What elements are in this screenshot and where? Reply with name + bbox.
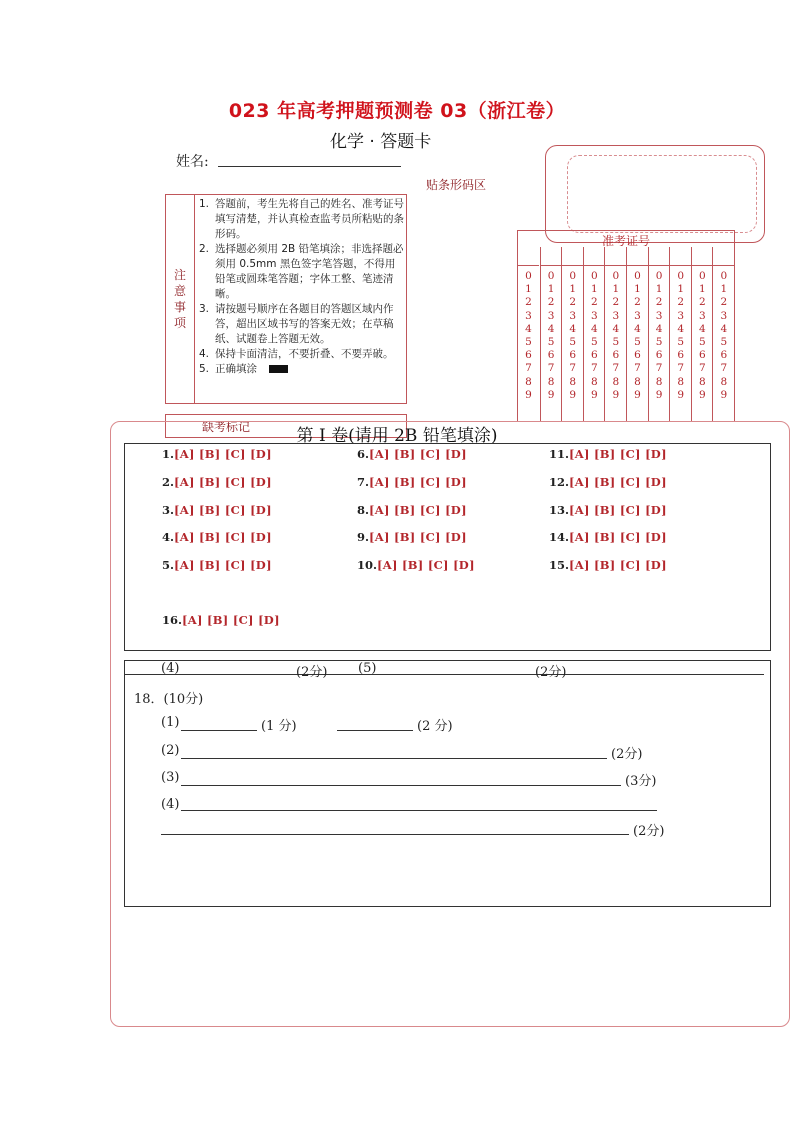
mc-question[interactable] — [162, 558, 272, 572]
ticket-digit-options[interactable]: 0 1 2 3 4 5 6 7 8 9 — [677, 270, 685, 401]
ticket-digit-write-cell[interactable] — [562, 247, 583, 266]
q18-part2-answer-line[interactable] — [181, 758, 607, 759]
ticket-digit-column[interactable] — [604, 247, 626, 421]
mc-options[interactable]: [A] [B] [C] [D] — [174, 558, 272, 572]
mc-options[interactable]: [A] [B] [C] [D] — [369, 447, 467, 461]
section2-box — [124, 660, 771, 907]
ticket-number-grid — [517, 230, 735, 422]
ticket-digit-options[interactable]: 0 1 2 3 4 5 6 7 8 9 — [590, 270, 598, 401]
notice-box — [165, 194, 407, 404]
q18-part2-label: (2) — [161, 743, 180, 758]
q18-part4-answer-line2[interactable] — [161, 834, 629, 835]
ticket-digit-options[interactable]: 0 1 2 3 4 5 6 7 8 9 — [634, 270, 641, 401]
mc-question-number: 14. — [549, 530, 570, 544]
ticket-digit-write-cell[interactable] — [649, 247, 670, 266]
q17-part5-score: (2分) — [535, 665, 567, 680]
ticket-digit-write-cell[interactable] — [518, 247, 539, 266]
notice-item: 4. 保持卡面清洁，不要折叠、不要弄破。 — [199, 348, 394, 360]
ticket-digit-column[interactable] — [626, 247, 648, 421]
mc-question[interactable] — [549, 475, 667, 489]
mc-question[interactable] — [162, 530, 272, 544]
notice-item: 1. 答题前，考生先将自己的姓名、准考证号填写清楚，并认真检查监考员所粘贴的条形码。 — [199, 198, 404, 240]
mc-question-number: 10. — [357, 558, 378, 572]
mc-question-number: 9. — [357, 530, 370, 544]
ticket-digit-column[interactable] — [518, 247, 539, 421]
mc-options[interactable]: [A] [B] [C] [D] — [174, 530, 272, 544]
mc-options[interactable]: [A] [B] [C] [D] — [369, 530, 467, 544]
q18-part2-score: (2分) — [611, 747, 643, 762]
mc-question[interactable] — [549, 503, 667, 517]
barcode-inner-area — [567, 155, 757, 233]
q18-part4-score: (2分) — [633, 824, 665, 839]
notice-item: 5. 正确填涂 — [199, 362, 405, 377]
ticket-digit-write-cell[interactable] — [584, 247, 605, 266]
ticket-digit-column[interactable] — [712, 247, 734, 421]
q17-part4-score: (2分) — [296, 665, 328, 680]
mc-question[interactable] — [357, 558, 475, 572]
mc-question-number: 13. — [549, 503, 570, 517]
mc-options[interactable]: [A] [B] [C] [D] — [174, 475, 272, 489]
mc-question-number: 11. — [549, 447, 570, 461]
name-field[interactable] — [218, 166, 401, 167]
mc-question-number: 15. — [549, 558, 570, 572]
ticket-digit-options[interactable]: 0 1 2 3 4 5 6 7 8 9 — [698, 270, 706, 401]
mc-question-number: 1. — [162, 447, 175, 461]
name-label: 姓名: — [176, 154, 209, 170]
q18-part4-answer-line[interactable] — [181, 810, 657, 811]
ticket-digit-write-cell[interactable] — [670, 247, 691, 266]
ticket-digit-options[interactable]: 0 1 2 3 4 5 6 7 8 9 — [525, 270, 532, 401]
mc-options[interactable]: [A] [B] [C] [D] — [369, 503, 467, 517]
section1-title: 第 I 卷(请用 2B 铅笔填涂) — [296, 426, 498, 446]
notice-item: 3. 请按题号顺序在各题目的答题区域内作答，超出区域书写的答案无效；在草稿纸、试题卷上答题无效。 — [199, 303, 394, 345]
mc-question-number: 3. — [162, 503, 175, 517]
ticket-digit-write-cell[interactable] — [541, 247, 562, 266]
mc-question[interactable] — [162, 503, 272, 517]
barcode-label: 贴条形码区 — [426, 178, 487, 192]
q17-part4-label: (4) — [161, 661, 180, 676]
mc-options[interactable]: [A] [B] [C] [D] — [569, 503, 667, 517]
q18-part3-score: (3分) — [625, 774, 657, 789]
notice-side — [166, 195, 195, 403]
mc-options[interactable]: [A] [B] [C] [D] — [569, 558, 667, 572]
mc-question-number: 7. — [357, 475, 370, 489]
mc-question[interactable] — [357, 530, 467, 544]
ticket-digit-column[interactable] — [540, 247, 562, 421]
notice-item: 2. 选择题必须用 2B 铅笔填涂；非选择题必须用 0.5mm 黑色签字笔答题，不得用铅笔或圆珠笔答题；字体工整、笔迹清晰。 — [199, 243, 404, 300]
ticket-digit-column[interactable] — [583, 247, 605, 421]
mc-question-number: 12. — [549, 475, 570, 489]
mc-options[interactable]: [A] [B] [C] [D] — [569, 530, 667, 544]
ticket-digit-options[interactable]: 0 1 2 3 4 5 6 7 8 9 — [569, 270, 577, 401]
mc-options[interactable]: [A] [B] [C] [D] — [174, 447, 272, 461]
ticket-title: 准考证号 — [601, 234, 650, 248]
mc-options[interactable]: [A] [B] [C] [D] — [569, 475, 667, 489]
ticket-digit-write-cell[interactable] — [713, 247, 734, 266]
absent-label: 缺考标记 — [202, 420, 251, 434]
mc-question[interactable] — [549, 530, 667, 544]
mc-options[interactable]: [A] [B] [C] [D] — [174, 503, 272, 517]
q18-label: 18．(10分) — [134, 692, 204, 707]
q18-part1-label: (1) — [161, 715, 180, 730]
ticket-digit-options[interactable]: 0 1 2 3 4 5 6 7 8 9 — [547, 270, 555, 401]
mc-question[interactable] — [549, 558, 667, 572]
mc-question[interactable] — [162, 447, 272, 461]
mc-options[interactable]: [A] [B] [C] [D] — [182, 613, 280, 627]
ticket-digit-write-cell[interactable] — [627, 247, 648, 266]
page-subtitle: 化学 · 答题卡 — [330, 132, 432, 152]
ticket-digit-options[interactable]: 0 1 2 3 4 5 6 7 8 9 — [655, 270, 663, 401]
ticket-digit-write-cell[interactable] — [692, 247, 713, 266]
q18-part1-answer-line[interactable] — [181, 730, 257, 731]
mc-question-number: 2. — [162, 475, 175, 489]
q18-part1b-answer-line[interactable] — [337, 730, 413, 731]
q18-part1-score: (1 分) — [261, 719, 297, 734]
ticket-digit-column[interactable] — [648, 247, 670, 421]
mc-question[interactable] — [162, 613, 280, 627]
ticket-digit-column[interactable] — [561, 247, 583, 421]
mc-question-number: 8. — [357, 503, 370, 517]
q17-part5-label: (5) — [358, 661, 377, 676]
mc-question-number: 5. — [162, 558, 175, 572]
mc-options[interactable]: [A] [B] [C] [D] — [569, 447, 667, 461]
q18-part4-label: (4) — [161, 797, 180, 812]
mc-question[interactable] — [162, 475, 272, 489]
ticket-digit-write-cell[interactable] — [605, 247, 626, 266]
mc-question-number: 4. — [162, 530, 175, 544]
mc-question[interactable] — [357, 475, 467, 489]
mc-options[interactable]: [A] [B] [C] [D] — [369, 475, 467, 489]
fill-sample-mark — [269, 365, 288, 373]
notice-side-label: 注意事项 — [173, 268, 186, 330]
mc-question-number: 16. — [162, 613, 183, 627]
q18-part3-label: (3) — [161, 770, 180, 785]
mc-question[interactable] — [357, 503, 467, 517]
q18-part1b-score: (2 分) — [417, 719, 453, 734]
q18-part3-answer-line[interactable] — [181, 785, 621, 786]
ticket-digit-options[interactable]: 0 1 2 3 4 5 6 7 8 9 — [720, 270, 728, 401]
ticket-digit-options[interactable]: 0 1 2 3 4 5 6 7 8 9 — [612, 270, 620, 401]
mc-options[interactable]: [A] [B] [C] [D] — [377, 558, 475, 572]
page-title: 023 年高考押题预测卷 03（浙江卷） — [228, 100, 566, 122]
notice-list — [199, 197, 405, 377]
mc-question-number: 6. — [357, 447, 370, 461]
mc-question[interactable] — [357, 447, 467, 461]
mc-question[interactable] — [549, 447, 667, 461]
ticket-digit-column[interactable] — [669, 247, 691, 421]
ticket-digit-column[interactable] — [691, 247, 713, 421]
